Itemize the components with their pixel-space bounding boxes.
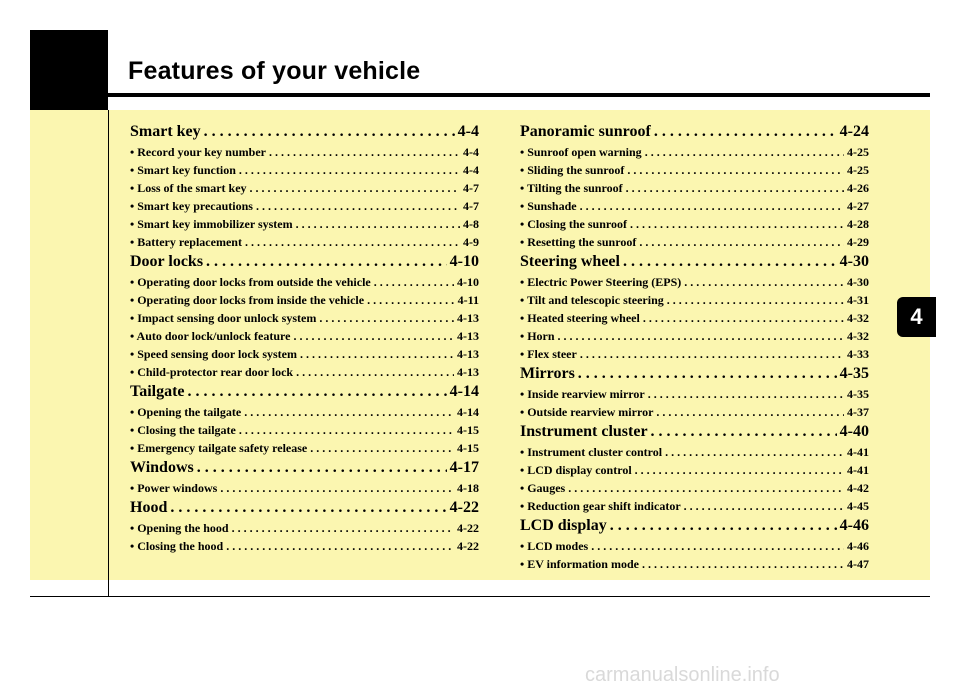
toc-heading[interactable] [130, 251, 479, 273]
toc-heading-page: 4-24 [839, 123, 869, 140]
toc-entry-label: • Auto door lock/unlock feature [130, 329, 291, 343]
dot-leader [188, 381, 447, 403]
toc-entry-label: • Operating door locks from inside the vehicle [130, 293, 365, 307]
toc-entry[interactable] [130, 403, 479, 421]
dot-leader [651, 421, 837, 443]
toc-heading-label: Panoramic sunroof [520, 123, 651, 140]
toc-entry-label: • Tilt and telescopic steering [520, 293, 664, 307]
toc-entry-page: 4-47 [847, 557, 869, 571]
toc-entry-label: • Inside rearview mirror [520, 387, 645, 401]
toc-section [130, 497, 479, 555]
toc-entry[interactable] [130, 519, 479, 537]
toc-entry-page: 4-7 [463, 181, 479, 195]
toc-entry-page: 4-41 [847, 445, 869, 459]
dot-leader [610, 515, 837, 537]
dot-leader [639, 233, 844, 251]
toc-entry[interactable] [130, 327, 479, 345]
dot-leader [645, 143, 844, 161]
dot-leader [170, 497, 446, 519]
toc-entry-page: 4-7 [463, 199, 479, 213]
toc-entry-label: • Smart key precautions [130, 199, 253, 213]
toc-heading-page: 4-4 [457, 123, 479, 140]
toc-entry-label: • Closing the hood [130, 539, 224, 553]
toc-heading[interactable] [520, 421, 869, 443]
toc-entry[interactable] [520, 143, 869, 161]
toc-entry-page: 4-33 [847, 347, 869, 361]
toc-entry[interactable] [520, 403, 869, 421]
toc-entry-label: • Horn [520, 329, 555, 343]
toc-entry-label: • Electric Power Steering (EPS) [520, 275, 682, 289]
dot-leader [635, 461, 844, 479]
toc-entry-page: 4-32 [847, 329, 869, 343]
toc-entry-label: • Resetting the sunroof [520, 235, 637, 249]
toc-entry[interactable] [130, 309, 479, 327]
toc-entry[interactable] [520, 309, 869, 327]
dot-leader [648, 385, 844, 403]
toc-entry-label: • Closing the tailgate [130, 423, 236, 437]
toc-entry[interactable] [520, 443, 869, 461]
dot-leader [220, 479, 454, 497]
dot-leader [630, 215, 844, 233]
dot-leader [580, 197, 844, 215]
toc-entry-label: • Instrument cluster control [520, 445, 663, 459]
dot-leader [626, 179, 844, 197]
toc-entry[interactable] [520, 385, 869, 403]
dot-leader [623, 251, 837, 273]
toc-entry[interactable] [130, 273, 479, 291]
toc-heading-page: 4-10 [449, 253, 479, 270]
toc-entry-page: 4-27 [847, 199, 869, 213]
dot-leader [250, 179, 460, 197]
toc-entry[interactable] [130, 179, 479, 197]
toc-entry[interactable] [130, 479, 479, 497]
toc-heading[interactable] [520, 121, 869, 143]
dot-leader [667, 291, 844, 309]
dot-leader [627, 161, 844, 179]
toc-entry[interactable] [520, 345, 869, 363]
toc-entry[interactable] [130, 421, 479, 439]
dot-leader [580, 345, 844, 363]
dot-leader [310, 439, 454, 457]
toc-entry-label: • Gauges [520, 481, 566, 495]
dot-leader [654, 121, 837, 143]
dot-leader [319, 309, 454, 327]
toc-entry-page: 4-4 [463, 163, 479, 177]
toc-heading-label: Smart key [130, 123, 201, 140]
toc-entry-label: • Sunshade [520, 199, 577, 213]
margin-line [108, 110, 109, 597]
toc-entry[interactable] [130, 291, 479, 309]
toc-entry-label: • Outside rearview mirror [520, 405, 654, 419]
dot-leader [239, 421, 454, 439]
toc-entry[interactable] [520, 291, 869, 309]
toc-entry-page: 4-13 [457, 329, 479, 343]
toc-entry[interactable] [520, 197, 869, 215]
toc-entry-label: • Smart key function [130, 163, 236, 177]
toc-heading-label: Instrument cluster [520, 423, 648, 440]
dot-leader [239, 161, 460, 179]
toc-column-right [520, 121, 869, 573]
toc-heading-label: Door locks [130, 253, 204, 270]
toc-entry-page: 4-31 [847, 293, 869, 307]
toc-entry-label: • Flex steer [520, 347, 577, 361]
toc-entry-page: 4-22 [457, 521, 479, 535]
toc-entry-page: 4-4 [463, 145, 479, 159]
toc-entry-page: 4-8 [463, 217, 479, 231]
toc-entry-label: • Speed sensing door lock system [130, 347, 297, 361]
dot-leader [293, 327, 454, 345]
toc-section [520, 363, 869, 421]
toc-entry-page: 4-18 [457, 481, 479, 495]
dot-leader [642, 555, 844, 573]
toc-entry[interactable] [130, 197, 479, 215]
toc-entry-label: • Reduction gear shift indicator [520, 499, 681, 513]
toc-entry-label: • LCD display control [520, 463, 632, 477]
toc-entry[interactable] [130, 215, 479, 233]
toc-entry[interactable] [130, 233, 479, 251]
toc-entry-page: 4-10 [457, 275, 479, 289]
toc-entry-page: 4-13 [457, 311, 479, 325]
toc-entry-label: • Record your key number [130, 145, 266, 159]
toc-heading-label: Mirrors [520, 365, 575, 382]
toc-heading-label: LCD display [520, 517, 607, 534]
toc-heading-page: 4-17 [449, 459, 479, 476]
toc-entry-label: • Heated steering wheel [520, 311, 640, 325]
dot-leader [226, 537, 454, 555]
toc-entry[interactable] [520, 327, 869, 345]
dot-leader [568, 479, 844, 497]
toc-heading[interactable] [130, 497, 479, 519]
toc-entry-page: 4-30 [847, 275, 869, 289]
chapter-badge[interactable]: 4 [897, 297, 936, 337]
dot-leader [244, 403, 454, 421]
toc-entry[interactable] [520, 537, 869, 555]
toc-entry-page: 4-29 [847, 235, 869, 249]
toc-entry-page: 4-28 [847, 217, 869, 231]
page-title: Features of your vehicle [128, 57, 421, 85]
toc-heading-page: 4-46 [839, 517, 869, 534]
dot-leader [296, 215, 460, 233]
toc-section [130, 457, 479, 497]
toc-entry-label: • Battery replacement [130, 235, 242, 249]
toc-entry-label: • Opening the hood [130, 521, 229, 535]
dot-leader [232, 519, 454, 537]
toc-entry-page: 4-13 [457, 365, 479, 379]
toc-entry-label: • Loss of the smart key [130, 181, 247, 195]
dot-leader [206, 251, 447, 273]
dot-leader [558, 327, 844, 345]
dot-leader [197, 457, 447, 479]
toc-entry-label: • Closing the sunroof [520, 217, 627, 231]
toc-entry[interactable] [130, 161, 479, 179]
dot-leader [296, 363, 454, 381]
toc-entry[interactable] [520, 161, 869, 179]
toc-entry[interactable] [520, 479, 869, 497]
toc-entry-label: • EV information mode [520, 557, 639, 571]
dot-leader [643, 309, 844, 327]
dot-leader [591, 537, 844, 555]
toc-entry[interactable] [130, 537, 479, 555]
toc-heading[interactable] [130, 121, 479, 143]
toc-entry[interactable] [520, 233, 869, 251]
toc-heading[interactable] [130, 457, 479, 479]
bottom-rule [30, 596, 930, 597]
toc-entry-label: • Child-protector rear door lock [130, 365, 294, 379]
toc-entry-label: • Sliding the sunroof [520, 163, 625, 177]
toc-heading-page: 4-14 [449, 383, 479, 400]
toc-entry[interactable] [520, 555, 869, 573]
chapter-tab-block [30, 30, 108, 110]
toc-entry-label: • Power windows [130, 481, 218, 495]
toc-entry[interactable] [130, 363, 479, 381]
toc-entry-page: 4-42 [847, 481, 869, 495]
toc-heading[interactable] [520, 515, 869, 537]
dot-leader [256, 197, 460, 215]
toc-entry-page: 4-25 [847, 145, 869, 159]
toc-heading-page: 4-22 [449, 499, 479, 516]
toc-heading-page: 4-40 [839, 423, 869, 440]
toc-heading-page: 4-30 [839, 253, 869, 270]
toc-section [130, 251, 479, 381]
toc-entry-label: • Operating door locks from outside the vehicle [130, 275, 371, 289]
toc-heading[interactable] [520, 363, 869, 385]
toc-entry-page: 4-41 [847, 463, 869, 477]
toc-section [520, 121, 869, 251]
dot-leader [367, 291, 455, 309]
dot-leader [269, 143, 460, 161]
toc-heading[interactable] [130, 381, 479, 403]
dot-leader [684, 273, 844, 291]
toc-heading[interactable] [520, 251, 869, 273]
toc-entry-page: 4-45 [847, 499, 869, 513]
toc-entry-page: 4-11 [457, 293, 479, 307]
toc-entry-label: • Emergency tailgate safety release [130, 441, 308, 455]
toc-section [130, 381, 479, 457]
toc-section [130, 121, 479, 251]
toc-entry-label: • Tilting the sunroof [520, 181, 623, 195]
toc-section [520, 515, 869, 573]
toc-entry-page: 4-13 [457, 347, 479, 361]
toc-entry[interactable] [130, 439, 479, 457]
toc-heading-page: 4-35 [839, 365, 869, 382]
toc-entry-label: • Smart key immobilizer system [130, 217, 293, 231]
toc-entry-page: 4-35 [847, 387, 869, 401]
toc-heading-label: Windows [130, 459, 194, 476]
toc-entry-page: 4-26 [847, 181, 869, 195]
dot-leader [245, 233, 460, 251]
toc-entry[interactable] [520, 215, 869, 233]
toc-entry-label: • Impact sensing door unlock system [130, 311, 317, 325]
toc-entry-label: • LCD modes [520, 539, 589, 553]
dot-leader [300, 345, 454, 363]
toc-entry-page: 4-15 [457, 423, 479, 437]
toc-entry-page: 4-25 [847, 163, 869, 177]
toc-entry-page: 4-46 [847, 539, 869, 553]
toc-column-left [130, 121, 479, 555]
dot-leader [665, 443, 844, 461]
toc-entry[interactable] [520, 461, 869, 479]
toc-heading-label: Tailgate [130, 383, 185, 400]
toc-heading-label: Hood [130, 499, 168, 516]
dot-leader [656, 403, 844, 421]
dot-leader [578, 363, 837, 385]
toc-entry-page: 4-22 [457, 539, 479, 553]
toc-entry[interactable] [520, 273, 869, 291]
toc-entry-page: 4-37 [847, 405, 869, 419]
watermark: carmanualsonline.info [585, 664, 780, 686]
toc-heading-label: Steering wheel [520, 253, 620, 270]
dot-leader [374, 273, 454, 291]
toc-entry-page: 4-15 [457, 441, 479, 455]
toc-section [520, 251, 869, 363]
title-rule [108, 93, 930, 97]
toc-entry[interactable] [520, 179, 869, 197]
dot-leader [204, 121, 455, 143]
toc-entry-label: • Opening the tailgate [130, 405, 242, 419]
toc-entry[interactable] [520, 497, 869, 515]
toc-entry[interactable] [130, 345, 479, 363]
toc-section [520, 421, 869, 515]
dot-leader [684, 497, 844, 515]
toc-entry[interactable] [130, 143, 479, 161]
toc-entry-page: 4-32 [847, 311, 869, 325]
toc-entry-page: 4-14 [457, 405, 479, 419]
toc-entry-page: 4-9 [463, 235, 479, 249]
toc-entry-label: • Sunroof open warning [520, 145, 642, 159]
